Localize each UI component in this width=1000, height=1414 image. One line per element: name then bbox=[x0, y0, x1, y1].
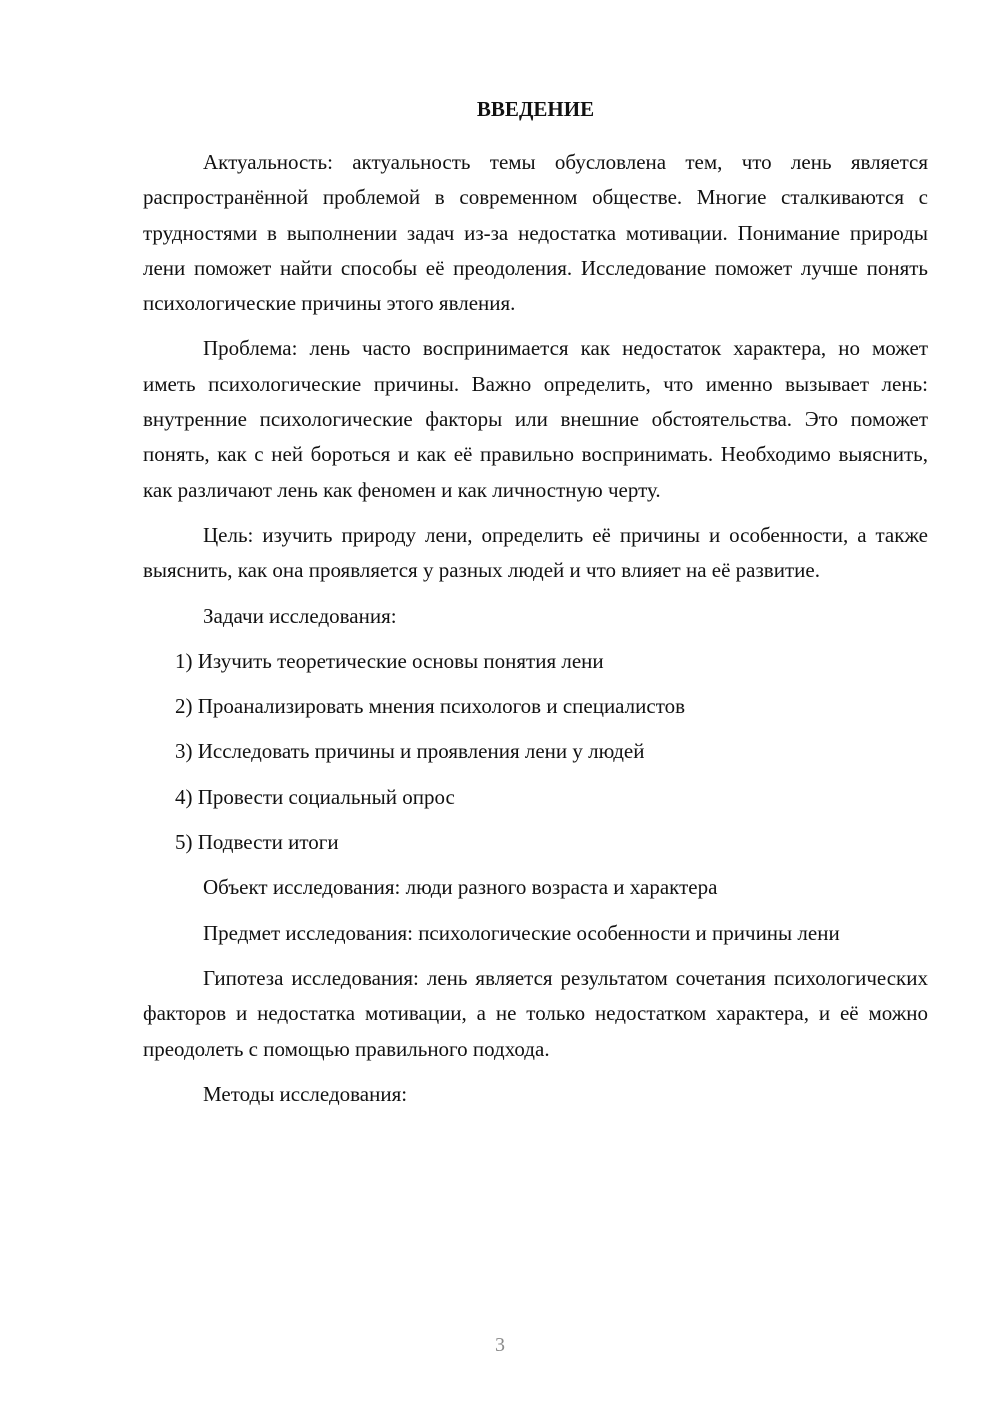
methods-heading: Методы исследования: bbox=[203, 1081, 408, 1106]
paragraph-object: Объект исследования: люди разного возраста и характера bbox=[203, 875, 718, 900]
list-item: 1) Изучить теоретические основы понятия лени bbox=[175, 648, 604, 673]
page-content bbox=[143, 92, 928, 1122]
paragraph-relevance: Актуальность: актуальность темы обусловлена тем, что лень является распространённой проблемой в современном обществе. Многие сталкиваются с трудностями в выполнении задач из-за недостатка мотивации. Понимание природы лени поможет найти способы её преодоления. Исследование поможет лучше понять психологические причины этого явления. bbox=[143, 150, 928, 316]
section-title: ВВЕДЕНИЕ bbox=[476, 97, 595, 121]
page-number: 3 bbox=[495, 1334, 505, 1356]
tasks-list bbox=[143, 644, 928, 860]
list-item: 5) Подвести итоги bbox=[175, 830, 339, 855]
list-item: 4) Провести социальный опрос bbox=[175, 784, 455, 809]
list-item: 3) Исследовать причины и проявления лени у людей bbox=[175, 739, 645, 764]
tasks-heading: Задачи исследования: bbox=[203, 603, 397, 628]
list-item: 2) Проанализировать мнения психологов и специалистов bbox=[175, 694, 686, 719]
paragraph-subject: Предмет исследования: психологические особенности и причины лени bbox=[203, 920, 840, 945]
paragraph-goal: Цель: изучить природу лени, определить её причины и особенности, а также выяснить, как она проявляется у разных людей и что влияет на её развитие. bbox=[143, 522, 928, 583]
paragraph-problem: Проблема: лень часто воспринимается как недостаток характера, но может иметь психологические причины. Важно определить, что именно вызывает лень: внутренние психологические факторы или внешние обстоятельства. Это поможет понять, как с ней бороться и как её правильно воспринимать. Необходимо выяснить, как различают лень как феномен и как личностную черту. bbox=[143, 336, 928, 502]
paragraph-hypothesis: Гипотеза исследования: лень является результатом сочетания психологических факторов и недостатка мотивации, а не только недостатком характера, и её можно преодолеть с помощью правильного подхода. bbox=[143, 965, 928, 1061]
